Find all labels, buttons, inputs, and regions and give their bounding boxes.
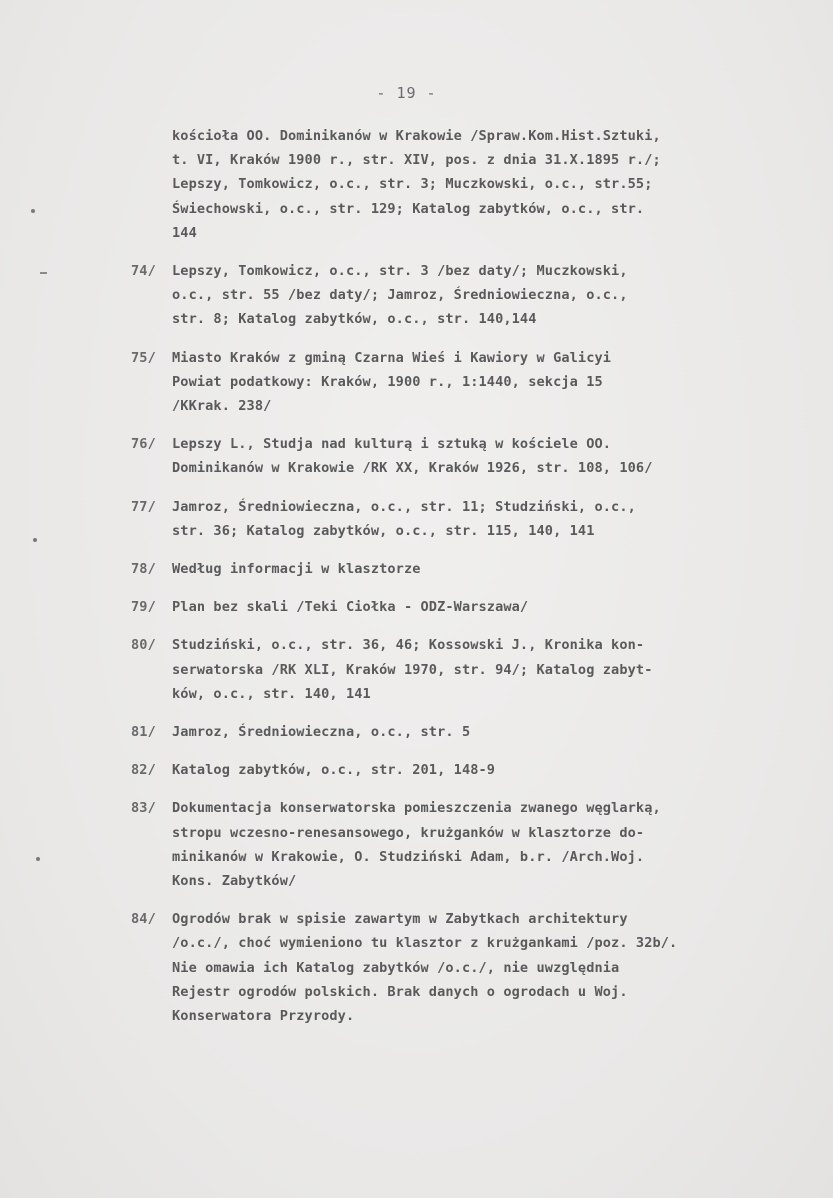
footnote-line: Plan bez skali /Teki Ciołka - ODZ-Warszawa/ — [172, 599, 529, 616]
footnote — [0, 633, 833, 706]
footnote-number: 76/ — [131, 436, 156, 453]
footnote-line: Ogrodów brak w spisie zawartym w Zabytkach architektury — [172, 911, 628, 928]
note-spacer — [0, 481, 833, 495]
footnote — [0, 720, 833, 744]
footnote-line: Konserwatora Przyrody. — [172, 1008, 355, 1025]
footnotes-list — [0, 124, 833, 1028]
footnote — [0, 758, 833, 782]
footnote-line: o.c., str. 55 /bez daty/; Jamroz, Średniowieczna, o.c., — [172, 287, 628, 304]
footnote — [0, 124, 833, 245]
footnote-line: Lepszy, Tomkowicz, o.c., str. 3; Muczkowski, o.c., str.55; — [172, 176, 653, 193]
note-spacer — [0, 706, 833, 720]
note-spacer — [0, 744, 833, 758]
footnote-line: stropu wczesno-renesansowego, krużganków w klasztorze do- — [172, 824, 645, 841]
footnote-line: Rejestr ogrodów polskich. Brak danych o ogrodach u Woj. — [172, 983, 628, 1000]
footnote — [0, 346, 833, 419]
footnote — [0, 557, 833, 581]
footnote — [0, 595, 833, 619]
footnote-line: Studziński, o.c., str. 36, 46; Kossowski J., Kronika kon- — [172, 637, 645, 654]
note-spacer — [0, 893, 833, 907]
note-spacer — [0, 581, 833, 595]
footnote-number: 83/ — [131, 800, 156, 817]
note-spacer — [0, 332, 833, 346]
footnote-line: kościoła OO. Dominikanów w Krakowie /Spraw.Kom.Hist.Sztuki, — [172, 128, 661, 144]
footnote — [0, 432, 833, 480]
footnote-line: /o.c./, choć wymieniono tu klasztor z krużgankami /poz. 32b/. — [172, 935, 678, 952]
footnote-line: Lepszy L., Studja nad kulturą i sztuką w kościele OO. — [172, 436, 612, 453]
footnote-line: Według informacji w klasztorze — [172, 561, 421, 578]
footnote-line: ków, o.c., str. 140, 141 — [172, 685, 371, 702]
footnote — [0, 907, 833, 1028]
footnote-line: Dokumentacja konserwatorska pomieszczenia zwanego węglarką, — [172, 800, 661, 817]
footnote-line: /KKrak. 238/ — [172, 398, 272, 415]
footnote — [0, 495, 833, 543]
page-number: - 19 - — [376, 84, 437, 102]
footnote-line: str. 8; Katalog zabytków, o.c., str. 140,144 — [172, 311, 537, 328]
footnote-line: t. VI, Kraków 1900 r., str. XIV, pos. z dnia 31.X.1895 r./; — [172, 152, 661, 169]
footnote-line: Powiat podatkowy: Kraków, 1900 r., 1:1440, sekcja 15 — [172, 373, 603, 390]
footnote-line: serwatorska /RK XLI, Kraków 1970, str. 94/; Katalog zabyt- — [172, 661, 653, 678]
footnote-number: 84/ — [131, 911, 156, 928]
footnote-number: 81/ — [131, 724, 156, 741]
note-spacer — [0, 782, 833, 796]
footnote-line: Kons. Zabytków/ — [172, 873, 297, 890]
footnote-line: 144 — [172, 224, 197, 241]
footnote-line: Katalog zabytków, o.c., str. 201, 148-9 — [172, 762, 496, 779]
note-spacer — [0, 418, 833, 432]
footnote-number: 80/ — [131, 637, 156, 654]
footnote-line: minikanów w Krakowie, O. Studziński Adam, b.r. /Arch.Woj. — [172, 848, 645, 865]
footnote-number: 77/ — [131, 498, 156, 515]
footnote-line: Świechowski, o.c., str. 129; Katalog zabytków, o.c., str. — [172, 200, 645, 217]
footnote-number: 82/ — [131, 762, 156, 779]
note-spacer — [0, 245, 833, 259]
footnote-line: Nie omawia ich Katalog zabytków /o.c./, nie uwzględnia — [172, 959, 620, 976]
footnote-number: 75/ — [131, 349, 156, 366]
footnote-line: Jamroz, Średniowieczna, o.c., str. 11; Studziński, o.c., — [172, 498, 636, 515]
footnote-number: 79/ — [131, 599, 156, 616]
footnote-number: 78/ — [131, 561, 156, 578]
footnote-line: Miasto Kraków z gminą Czarna Wieś i Kawiory w Galicyi — [172, 349, 612, 366]
footnote-line: Dominikanów w Krakowie /RK XX, Kraków 1926, str. 108, 106/ — [172, 460, 653, 477]
note-spacer — [0, 543, 833, 557]
footnote-line: Jamroz, Średniowieczna, o.c., str. 5 — [172, 724, 471, 741]
footnote-line: Lepszy, Tomkowicz, o.c., str. 3 /bez daty/; Muczkowski, — [172, 263, 628, 280]
footnote — [0, 259, 833, 332]
footnote — [0, 796, 833, 893]
note-spacer — [0, 619, 833, 633]
footnote-line: str. 36; Katalog zabytków, o.c., str. 115, 140, 141 — [172, 522, 595, 539]
footnote-number: 74/ — [131, 263, 156, 280]
